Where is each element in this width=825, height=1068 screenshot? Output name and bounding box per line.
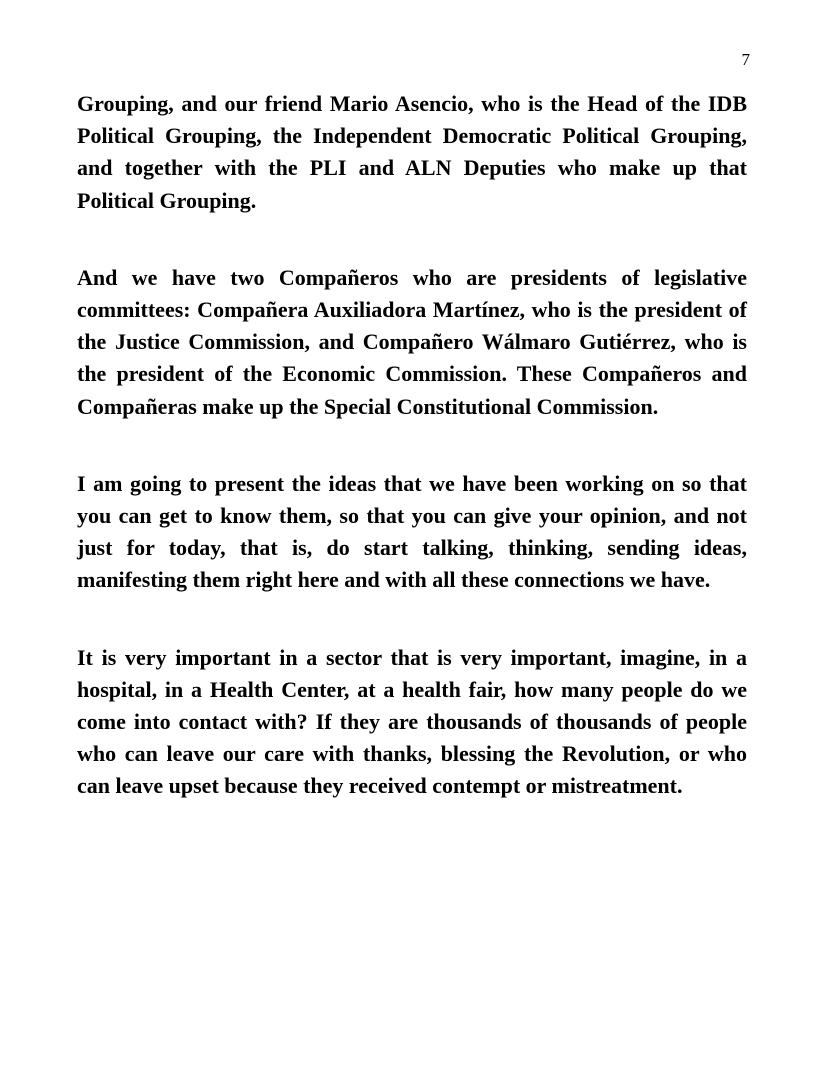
paragraph-3: I am going to present the ideas that we have been working on so that you can get to know them, so that you can give your opinion, and not just for today, that is, do start talking, thinking, sending ideas, manifesting them right here and with all these connections we have. bbox=[77, 470, 747, 593]
paragraph-4: It is very important in a sector that is very important, imagine, in a hospital, in a Health Center, at a health fair, how many people do we come into contact with? If they are thousands of thousands of people who can leave our care with thanks, blessing the Revolution, or who can leave upset because they received contempt or mistreatment. bbox=[77, 644, 747, 799]
paragraph-1: Grouping, and our friend Mario Asencio, who is the Head of the IDB Political Grouping, the Independent Democratic Political Grouping, and together with the PLI and ALN Deputies who make up that Political Grouping. bbox=[77, 91, 747, 213]
page-number: 7 bbox=[741, 50, 750, 69]
paragraph-2: And we have two Compañeros who are presidents of legislative committees: Compañera Auxiliadora Martínez, who is the president of the Justice Commission, and Compañero Wálmaro Gutiérrez, who is the president of the Economic Commission. These Compañeros and Compañeras make up the Special Constitutional Commission. bbox=[77, 264, 747, 419]
document-body bbox=[77, 88, 747, 848]
